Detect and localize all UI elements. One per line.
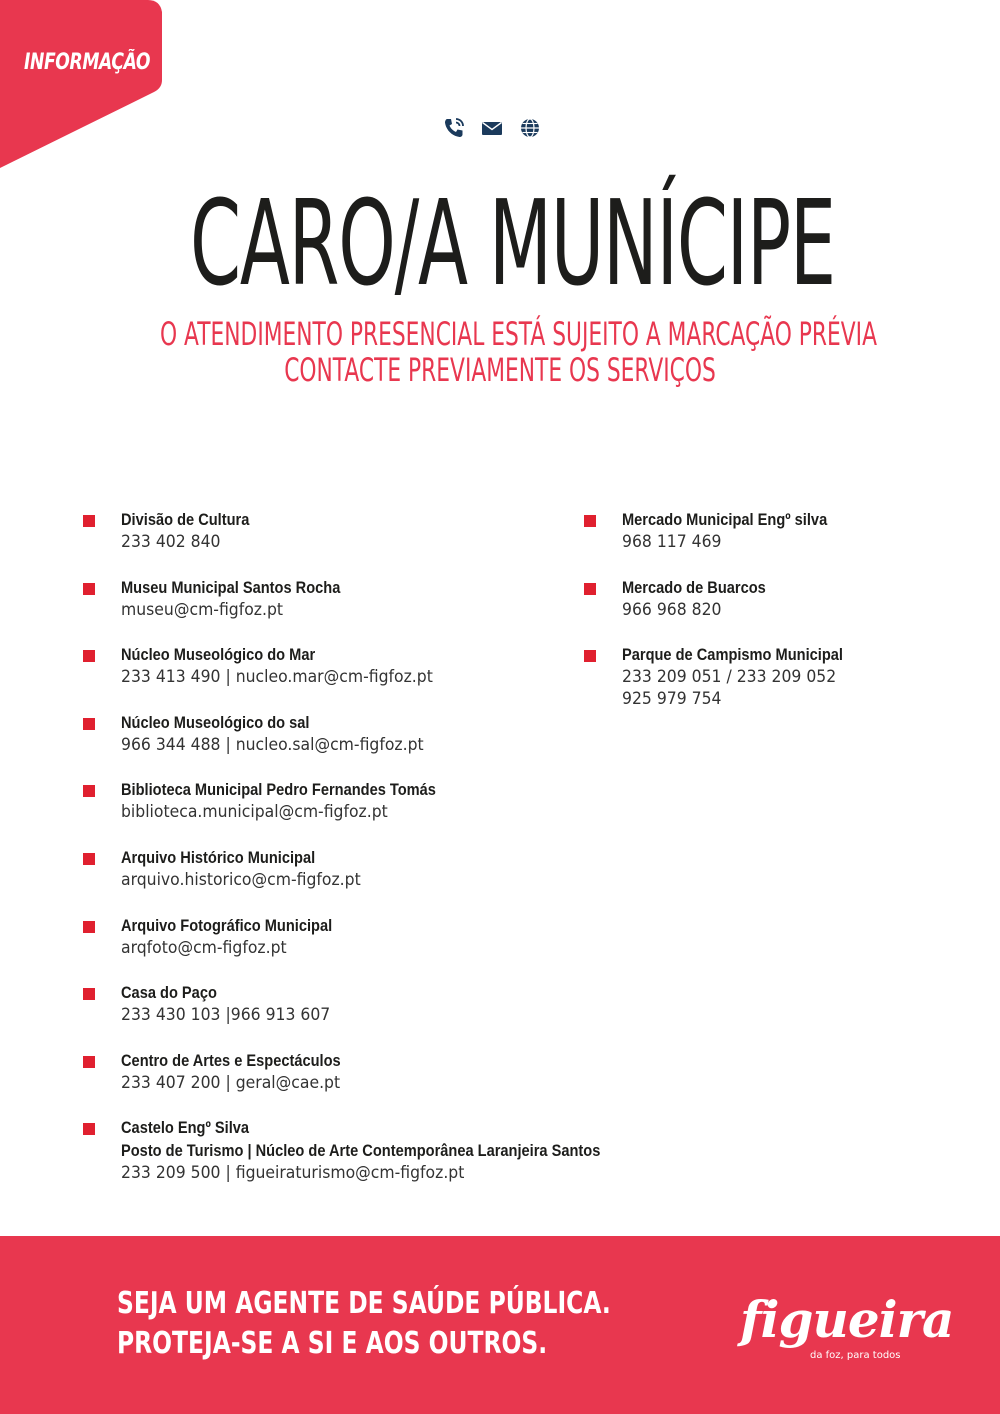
contact-detail: arqfoto@cm-figfoz.pt bbox=[121, 937, 287, 958]
contact-name: Biblioteca Municipal Pedro Fernandes Tomás bbox=[121, 780, 436, 800]
contact-item bbox=[83, 508, 643, 576]
bullet-icon bbox=[83, 1056, 95, 1068]
contact-name: Mercado de Buarcos bbox=[622, 577, 766, 597]
bullet-icon bbox=[584, 583, 596, 595]
bullet-icon bbox=[83, 1123, 95, 1135]
contact-name: Divisão de Cultura bbox=[121, 510, 250, 529]
contact-detail: museu@cm-figfoz.pt bbox=[121, 599, 284, 620]
contact-detail: 233 407 200 | geral@cae.pt bbox=[121, 1072, 341, 1093]
contact-name: Arquivo Fotográfico Municipal bbox=[121, 915, 333, 935]
contact-detail: 966 968 820 bbox=[622, 599, 722, 620]
bullet-icon bbox=[83, 718, 95, 730]
phone-icon bbox=[442, 116, 466, 140]
contact-item bbox=[83, 778, 643, 846]
contact-detail: arquivo.historico@cm-figfoz.pt bbox=[121, 869, 361, 890]
contact-item bbox=[584, 576, 964, 644]
contact-name: Parque de Campismo Municipal bbox=[622, 645, 843, 665]
contact-detail: 233 430 103 |966 913 607 bbox=[121, 1005, 331, 1026]
contact-name: Castelo Engº Silva bbox=[121, 1118, 250, 1138]
slogan-line-2: PROTEJA-SE A SI E AOS OUTROS. bbox=[117, 1326, 548, 1361]
page-title: CARO/A MUNÍCIPE bbox=[190, 174, 835, 312]
bullet-icon bbox=[83, 650, 95, 662]
contact-item bbox=[83, 981, 643, 1049]
contact-name: Núcleo Museológico do Mar bbox=[121, 645, 316, 665]
contact-item bbox=[83, 1049, 643, 1117]
contact-detail: biblioteca.municipal@cm-figfoz.pt bbox=[121, 802, 388, 823]
contacts-left-column bbox=[83, 508, 643, 1206]
contact-item bbox=[83, 643, 643, 711]
bullet-icon bbox=[584, 515, 596, 527]
bullet-icon bbox=[83, 988, 95, 1000]
subtitle-line-1: O ATENDIMENTO PRESENCIAL ESTÁ SUJEITO A MARCAÇÃO PRÉVIA bbox=[160, 315, 877, 353]
contact-name: Centro de Artes e Espectáculos bbox=[121, 1050, 341, 1070]
logo-tagline: da foz, para todos bbox=[810, 1350, 901, 1361]
contact-name: Mercado Municipal Engº silva bbox=[622, 510, 828, 529]
contact-name-secondary: Posto de Turismo | Núcleo de Arte Contemporânea Laranjeira Santos bbox=[121, 1141, 601, 1161]
bullet-icon bbox=[83, 785, 95, 797]
bullet-icon bbox=[584, 650, 596, 662]
contact-detail: 233 209 500 | figueiraturismo@cm-figfoz.pt bbox=[121, 1163, 465, 1184]
contact-name: Núcleo Museológico do sal bbox=[121, 712, 310, 732]
contact-name: Casa do Paço bbox=[121, 983, 217, 1003]
contact-item bbox=[83, 1116, 643, 1206]
contact-item bbox=[83, 914, 643, 982]
info-badge-shape bbox=[0, 0, 170, 170]
contact-detail-secondary: 925 979 754 bbox=[622, 689, 722, 710]
contact-detail: 233 402 840 bbox=[121, 532, 221, 552]
contact-name: Arquivo Histórico Municipal bbox=[121, 847, 316, 867]
bullet-icon bbox=[83, 853, 95, 865]
footer-slogan bbox=[117, 1284, 611, 1364]
contact-detail: 233 413 490 | nucleo.mar@cm-figfoz.pt bbox=[121, 667, 433, 688]
contacts-right-column bbox=[584, 508, 964, 733]
mail-icon bbox=[480, 116, 504, 140]
bullet-icon bbox=[83, 583, 95, 595]
info-badge bbox=[0, 0, 170, 170]
info-badge-label: INFORMAÇÃO bbox=[24, 50, 151, 75]
bullet-icon bbox=[83, 515, 95, 527]
contact-item bbox=[584, 508, 964, 576]
subtitle-line-2: CONTACTE PREVIAMENTE OS SERVIÇOS bbox=[284, 351, 716, 389]
slogan-line-1: SEJA UM AGENTE DE SAÚDE PÚBLICA. bbox=[117, 1286, 611, 1321]
bullet-icon bbox=[83, 921, 95, 933]
footer-banner bbox=[0, 1236, 1000, 1414]
contact-detail: 233 209 051 / 233 209 052 bbox=[622, 667, 837, 688]
contact-name: Museu Municipal Santos Rocha bbox=[121, 577, 341, 597]
contact-icons bbox=[442, 116, 542, 140]
contact-item bbox=[83, 576, 643, 644]
contact-item bbox=[83, 846, 643, 914]
contact-item bbox=[584, 643, 964, 733]
figueira-logo bbox=[736, 1290, 954, 1380]
contact-detail: 966 344 488 | nucleo.sal@cm-figfoz.pt bbox=[121, 734, 424, 755]
contact-item bbox=[83, 711, 643, 779]
logo-wordmark: figueira bbox=[740, 1290, 954, 1349]
contact-detail: 968 117 469 bbox=[622, 532, 722, 552]
globe-icon bbox=[518, 116, 542, 140]
